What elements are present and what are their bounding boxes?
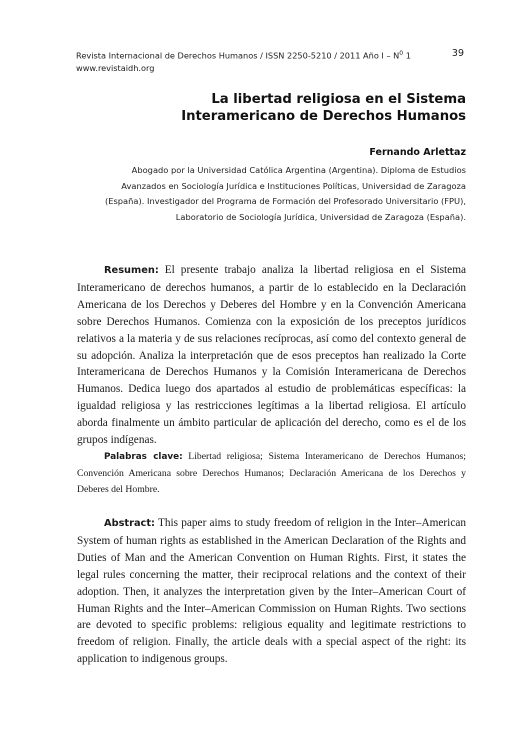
- abstract-label: Abstract:: [104, 518, 155, 529]
- issue-number-superscript: 0: [399, 50, 404, 57]
- journal-website: www.revistaidh.org: [76, 62, 155, 73]
- journal-line: [76, 48, 464, 62]
- journal-citation: Revista Internacional de Derechos Humanos / ISSN 2250-5210 / 2011 Año I – N: [76, 50, 400, 61]
- author-name: Fernando Arlettaz: [369, 147, 466, 158]
- title-line-1: La libertad religiosa en el Sistema: [211, 92, 466, 107]
- running-header: [76, 48, 464, 74]
- abstract-text: This paper aims to study freedom of religion in the Inter–American System of human rights as established in the American Declaration of the Rights and Duties of Man and the American Convention on Human Rights. First, it states the legal rules concerning the matter, their reciprocal relations and the context of their adoption. Then, it analyzes the interpretation given by the Inter–American Court of Human Rights and the Inter–American Commission on Human Rights. Two sections are devoted to specific problems: religious equality and legitimate restrictions to freedom of religion. Finally, the article deals with a special aspect of the right: its application to indigenous groups.: [77, 517, 466, 666]
- resumen-text: El presente trabajo analiza la libertad religiosa en el Sistema Interamericano de derechos humanos, a partir de lo establecido en la Declaración Americana de los Derechos y Deberes del Hombre y en la Convención Americana sobre Derechos Humanos. Comienza con la exposición de los preceptos jurídicos relativos a la materia y de sus relaciones recíprocas, así como del contexto general de su adopción. Analiza la interpretación que de esos preceptos han realizado la Corte Interamericana de Derechos Humanos y la Comisión Interamericana de Derechos Humanos. Dedica luego dos apartados al estudio de problemáticas específicas: la igualdad religiosa y las restricciones legítimas a la libertad religiosa. El artículo aborda finalmente un ámbito particular de aplicación del derecho, como es el de los grupos indígenas.: [77, 264, 466, 447]
- author-affiliation: Abogado por la Universidad Católica Argentina (Argentina). Diploma de Estudios Avanzados en Sociología Jurídica e Instituciones Políticas, Universidad de Zaragoza (España). Investigador del Programa de Formación del Profesorado Universitario (FPU), Laboratorio de Sociología Jurídica, Universidad de Zaragoza (España).: [104, 165, 466, 222]
- page-number: 39: [451, 48, 464, 59]
- article-title: [150, 92, 466, 125]
- resumen-paragraph: [77, 262, 466, 449]
- resumen-label: Resumen:: [104, 265, 159, 276]
- keywords-label: Palabras clave:: [104, 452, 183, 462]
- abstract-paragraph: [77, 515, 466, 668]
- keywords-text: Libertad religiosa; Sistema Interamericano de Derechos Humanos; Convención Americana sobre Derechos Humanos; Declaración Americana de los Derechos y Deberes del Hombre.: [77, 451, 466, 496]
- title-line-2: Interamericano de Derechos Humanos: [181, 108, 466, 124]
- keywords-paragraph: [77, 449, 466, 499]
- issue-number: 1: [403, 50, 411, 61]
